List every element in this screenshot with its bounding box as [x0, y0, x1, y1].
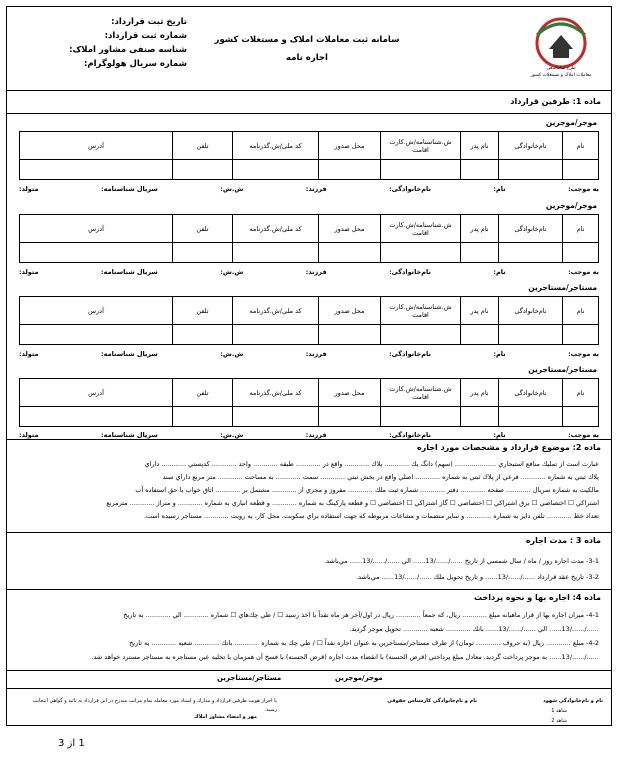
registration-date-label: تاریخ ثبت قرارداد:: [111, 17, 187, 27]
cell[interactable]: [381, 243, 461, 263]
col-father-name: نام پدر: [461, 132, 499, 160]
cell[interactable]: [381, 160, 461, 180]
col-national-code: کد ملی/ش.گذرنامه: [233, 132, 319, 160]
lessor-signature-label: موجر/موجرین: [335, 674, 383, 682]
cell[interactable]: [381, 325, 461, 345]
agent-seal-label: مهر و امضاء مشاور املاك: [194, 714, 257, 720]
cell[interactable]: [20, 407, 173, 427]
agent-child-of-label: فرزند:: [305, 350, 327, 358]
logo-caption-line-1: طرح ساماندهی: [546, 66, 576, 71]
col-issue-place: محل صدور: [319, 297, 381, 325]
agent-child-of-label: فرزند:: [305, 185, 327, 193]
party-3-label: مستاجر/مستاجرین: [528, 283, 597, 292]
col-issue-place: محل صدور: [319, 132, 381, 160]
divider: [7, 439, 611, 440]
agent-birth-label: متولد:: [19, 185, 39, 193]
agent-birth-label: متولد:: [19, 350, 39, 358]
cell[interactable]: [563, 160, 599, 180]
col-phone: تلفن: [173, 215, 233, 243]
article2-line-1: عبارت است از تمليك منافع استيجاري .................... (سهم) دانگ يك ............ پلاك ............ واقع در ............ طبقه ............ واحد ............ كدپستي ............ داراي: [144, 460, 599, 468]
divider: [7, 688, 611, 689]
agent-id-label: ش.ش:: [220, 350, 244, 358]
party-3-table: [19, 296, 599, 345]
party-1-table: [19, 131, 599, 180]
cell[interactable]: [499, 407, 563, 427]
article2-line-4: اشتراكي ☐ اختصاصي ☐ برق اشتراكي ☐ اختصاصي ☐ گاز اشتراكي ☐ اختصاصي ☐ و قطعه پاركينگ به شماره ............ و قطعه انباري به شماره ............ و متراژ ............ مترمربع: [106, 499, 599, 507]
cell[interactable]: [20, 243, 173, 263]
article2-line-2: پلاك ثبتي به شماره ............ فرعي از پلاك ثبتي به شماره ............ اصلي واقع در بخش ثبتي ............ سمت ............ به مساحت ............ متر مربع داراي سند: [162, 473, 599, 481]
agent-name-label: نام:: [493, 185, 506, 193]
agent-child-of-label: فرزند:: [305, 431, 327, 439]
agent-id-label: ش.ش:: [220, 185, 244, 193]
col-first-name: نام: [563, 379, 599, 407]
hologram-serial-label: شماره سریال هولوگرام:: [83, 59, 187, 69]
col-last-name: نام‌خانوادگی: [499, 379, 563, 407]
article4-line-4: ....../....../13...... به موجر پرداخت گرديد. معادل مبلغ پرداختي (قرض الحسنه) با انقضاء مدت اجاره (قرض الحسنه) با فسخ آن همزمان با تخليه عين مستاجره به مستاجر مسترد خواهد شد.: [91, 653, 599, 661]
article2-line-3: مالكيت به شماره سريال ............ صفحه ............ دفتر ............ شماره ثبت ملك ............ مفروز و مجزي از ............ مشتمل بر ............ اتاق خواب با حق استفاده آب: [135, 486, 599, 494]
article3-body: [19, 553, 599, 585]
col-last-name: نام‌خانوادگی: [499, 297, 563, 325]
cell[interactable]: [319, 160, 381, 180]
divider: [7, 670, 611, 671]
col-id-number: ش.شناسنامه/ش.کارت اقامت: [381, 215, 461, 243]
cell[interactable]: [233, 325, 319, 345]
divider: [7, 589, 611, 590]
logo-caption-line-2: معاملات املاک و مستغلات کشور: [530, 73, 592, 78]
col-first-name: نام: [563, 297, 599, 325]
cell[interactable]: [461, 325, 499, 345]
party-1-label: موجر/موجرین: [545, 118, 597, 127]
article3-line-1: 3-1- مدت اجاره روز / ماه / سال شمسي از تاريخ ....../....../13...... الي ....../....../13...... مي‌باشد.: [324, 557, 599, 565]
cell[interactable]: [20, 160, 173, 180]
party-1-agent-row: [19, 185, 599, 193]
col-address: آدرس: [20, 379, 173, 407]
agent-certification-note: با احراز هويت طرفين قرارداد و مدارك و اسناد مورد معامله تمام مراتب مندرج در اين قرارداد به تائيد و گواهي اينجانب رسيد.: [32, 698, 277, 713]
article2-body: [19, 458, 599, 523]
agent-lastname-label: نام‌خانوادگی:: [389, 350, 431, 358]
col-id-number: ش.شناسنامه/ش.کارت اقامت: [381, 379, 461, 407]
cell[interactable]: [461, 160, 499, 180]
agent-by-label: به موجب:: [568, 350, 599, 358]
agent-serial-label: سریال شناسنامه:: [101, 431, 158, 439]
col-national-code: کد ملی/ش.گذرنامه: [233, 215, 319, 243]
party-2-table: [19, 214, 599, 263]
article1-title: ماده 1: طرفین قرارداد: [510, 97, 601, 106]
col-father-name: نام پدر: [461, 297, 499, 325]
cell[interactable]: [499, 325, 563, 345]
col-address: آدرس: [20, 132, 173, 160]
col-address: آدرس: [20, 215, 173, 243]
col-phone: تلفن: [173, 132, 233, 160]
agent-by-label: به موجب:: [568, 431, 599, 439]
tenant-signature-label: مستاجر/مستاجرین: [217, 674, 282, 682]
agent-id-label: ش.ش:: [220, 268, 244, 276]
cell[interactable]: [499, 243, 563, 263]
col-phone: تلفن: [173, 297, 233, 325]
registration-number-label: شماره ثبت قرارداد:: [104, 31, 187, 41]
col-national-code: کد ملی/ش.گذرنامه: [233, 379, 319, 407]
party-4-label: مستاجر/مستاجرین: [528, 365, 597, 374]
cell[interactable]: [319, 243, 381, 263]
article4-line-1: 4-1- ميزان اجاره بها از قرار ماهيانه مبلغ ............ ريال، كه جمعاً ............ ريال در اول/آخر هر ماه نقداً با اخذ رسيد ☐ / طي چك‌هاي ☐ شماره ............ الي ............ به تاريخ: [123, 611, 599, 619]
agent-serial-label: سریال شناسنامه:: [101, 350, 158, 358]
col-first-name: نام: [563, 215, 599, 243]
article4-line-2: ....../....../13...... الي ....../....../13...... بانك ............ شعبه ............ تحويل موجر گرديد.: [349, 625, 599, 633]
col-last-name: نام‌خانوادگی: [499, 215, 563, 243]
cell[interactable]: [499, 160, 563, 180]
cell[interactable]: [233, 407, 319, 427]
cell[interactable]: [233, 160, 319, 180]
legal-expert-label: نام و نام‌خانوادگي كارشناس حقوقي: [387, 698, 477, 704]
divider: [7, 113, 611, 114]
article4-title: ماده 4: اجاره بها و نحوه پرداخت: [474, 593, 601, 602]
cell[interactable]: [173, 160, 233, 180]
agent-by-label: به موجب:: [568, 268, 599, 276]
logo-caption: [515, 65, 607, 79]
agent-lastname-label: نام‌خانوادگی:: [389, 431, 431, 439]
divider: [7, 532, 611, 533]
witness-2-label: شاهد 2: [551, 718, 567, 724]
agent-serial-label: سریال شناسنامه:: [101, 268, 158, 276]
agent-child-of-label: فرزند:: [305, 268, 327, 276]
article4-line-3: 4-2- مبلغ ............ ريال (به حروف ............ تومان) از طرف مستاجر/مستاجرين به عنوان اجاره نقداً ☐ / طي چك به شماره ............ بانك ............ شعبه ............ به تاريخ: [129, 639, 599, 647]
cell[interactable]: [381, 407, 461, 427]
col-phone: تلفن: [173, 379, 233, 407]
cell[interactable]: [319, 407, 381, 427]
form-header: [7, 7, 611, 91]
document-title: اجاره نامه: [286, 53, 328, 63]
article2-title: ماده 2: موضوع قرارداد و مشخصات مورد اجاره: [416, 443, 601, 452]
article4-body: [19, 608, 599, 664]
cell[interactable]: [563, 325, 599, 345]
agent-name-label: نام:: [493, 268, 506, 276]
registration-info: [37, 15, 187, 71]
article3-line-2: 3-2- تاريخ عقد قرارداد ....../....../13...... و تاريخ تحويل ملك ....../....../13...... مي‌باشد.: [356, 573, 599, 581]
cell[interactable]: [233, 243, 319, 263]
agent-lastname-label: نام‌خانوادگی:: [389, 268, 431, 276]
agent-birth-label: متولد:: [19, 431, 39, 439]
col-last-name: نام‌خانوادگی: [499, 132, 563, 160]
page-number: 1 از 3: [58, 738, 85, 749]
agent-lastname-label: نام‌خانوادگی:: [389, 185, 431, 193]
article2-line-5: تعداد خط ............ تلفن داير به شماره ............ و ساير منضمات و مشاعات مربوطه كه جهت استفاده براي سكونت، محل كار، به رويت ............ مستاجر رسيده است.: [143, 512, 599, 520]
party-2-label: موجر/موجرین: [545, 201, 597, 210]
col-issue-place: محل صدور: [319, 379, 381, 407]
agent-serial-label: سریال شناسنامه:: [101, 185, 158, 193]
cell[interactable]: [173, 407, 233, 427]
col-id-number: ش.شناسنامه/ش.کارت اقامت: [381, 132, 461, 160]
cell[interactable]: [20, 325, 173, 345]
agent-name-label: نام:: [493, 431, 506, 439]
agent-name-label: نام:: [493, 350, 506, 358]
col-national-code: کد ملی/ش.گذرنامه: [233, 297, 319, 325]
party-4-agent-row: [19, 431, 599, 439]
witnesses-title: نام و نام‌خانوادگي شهود: [543, 698, 603, 704]
form-frame: [6, 6, 612, 726]
cell[interactable]: [563, 243, 599, 263]
agent-id-label: ش.ش:: [220, 431, 244, 439]
cell[interactable]: [461, 407, 499, 427]
cell[interactable]: [319, 325, 381, 345]
col-address: آدرس: [20, 297, 173, 325]
col-id-number: ش.شناسنامه/ش.کارت اقامت: [381, 297, 461, 325]
witness-1-label: شاهد 1: [551, 708, 567, 714]
agent-birth-label: متولد:: [19, 268, 39, 276]
col-father-name: نام پدر: [461, 379, 499, 407]
form-title-block: [207, 31, 407, 67]
col-father-name: نام پدر: [461, 215, 499, 243]
cell[interactable]: [173, 325, 233, 345]
cell[interactable]: [563, 407, 599, 427]
cell[interactable]: [461, 243, 499, 263]
col-first-name: نام: [563, 132, 599, 160]
cell[interactable]: [173, 243, 233, 263]
agent-id-label: شناسه صنفی مشاور املاک:: [69, 45, 187, 55]
party-4-table: [19, 378, 599, 427]
article3-title: ماده 3 : مدت اجاره: [525, 536, 601, 545]
party-2-agent-row: [19, 268, 599, 276]
col-issue-place: محل صدور: [319, 215, 381, 243]
system-title: سامانه ثبت معاملات املاک و مستغلات کشور: [214, 35, 400, 45]
agent-by-label: به موجب:: [568, 185, 599, 193]
party-3-agent-row: [19, 350, 599, 358]
